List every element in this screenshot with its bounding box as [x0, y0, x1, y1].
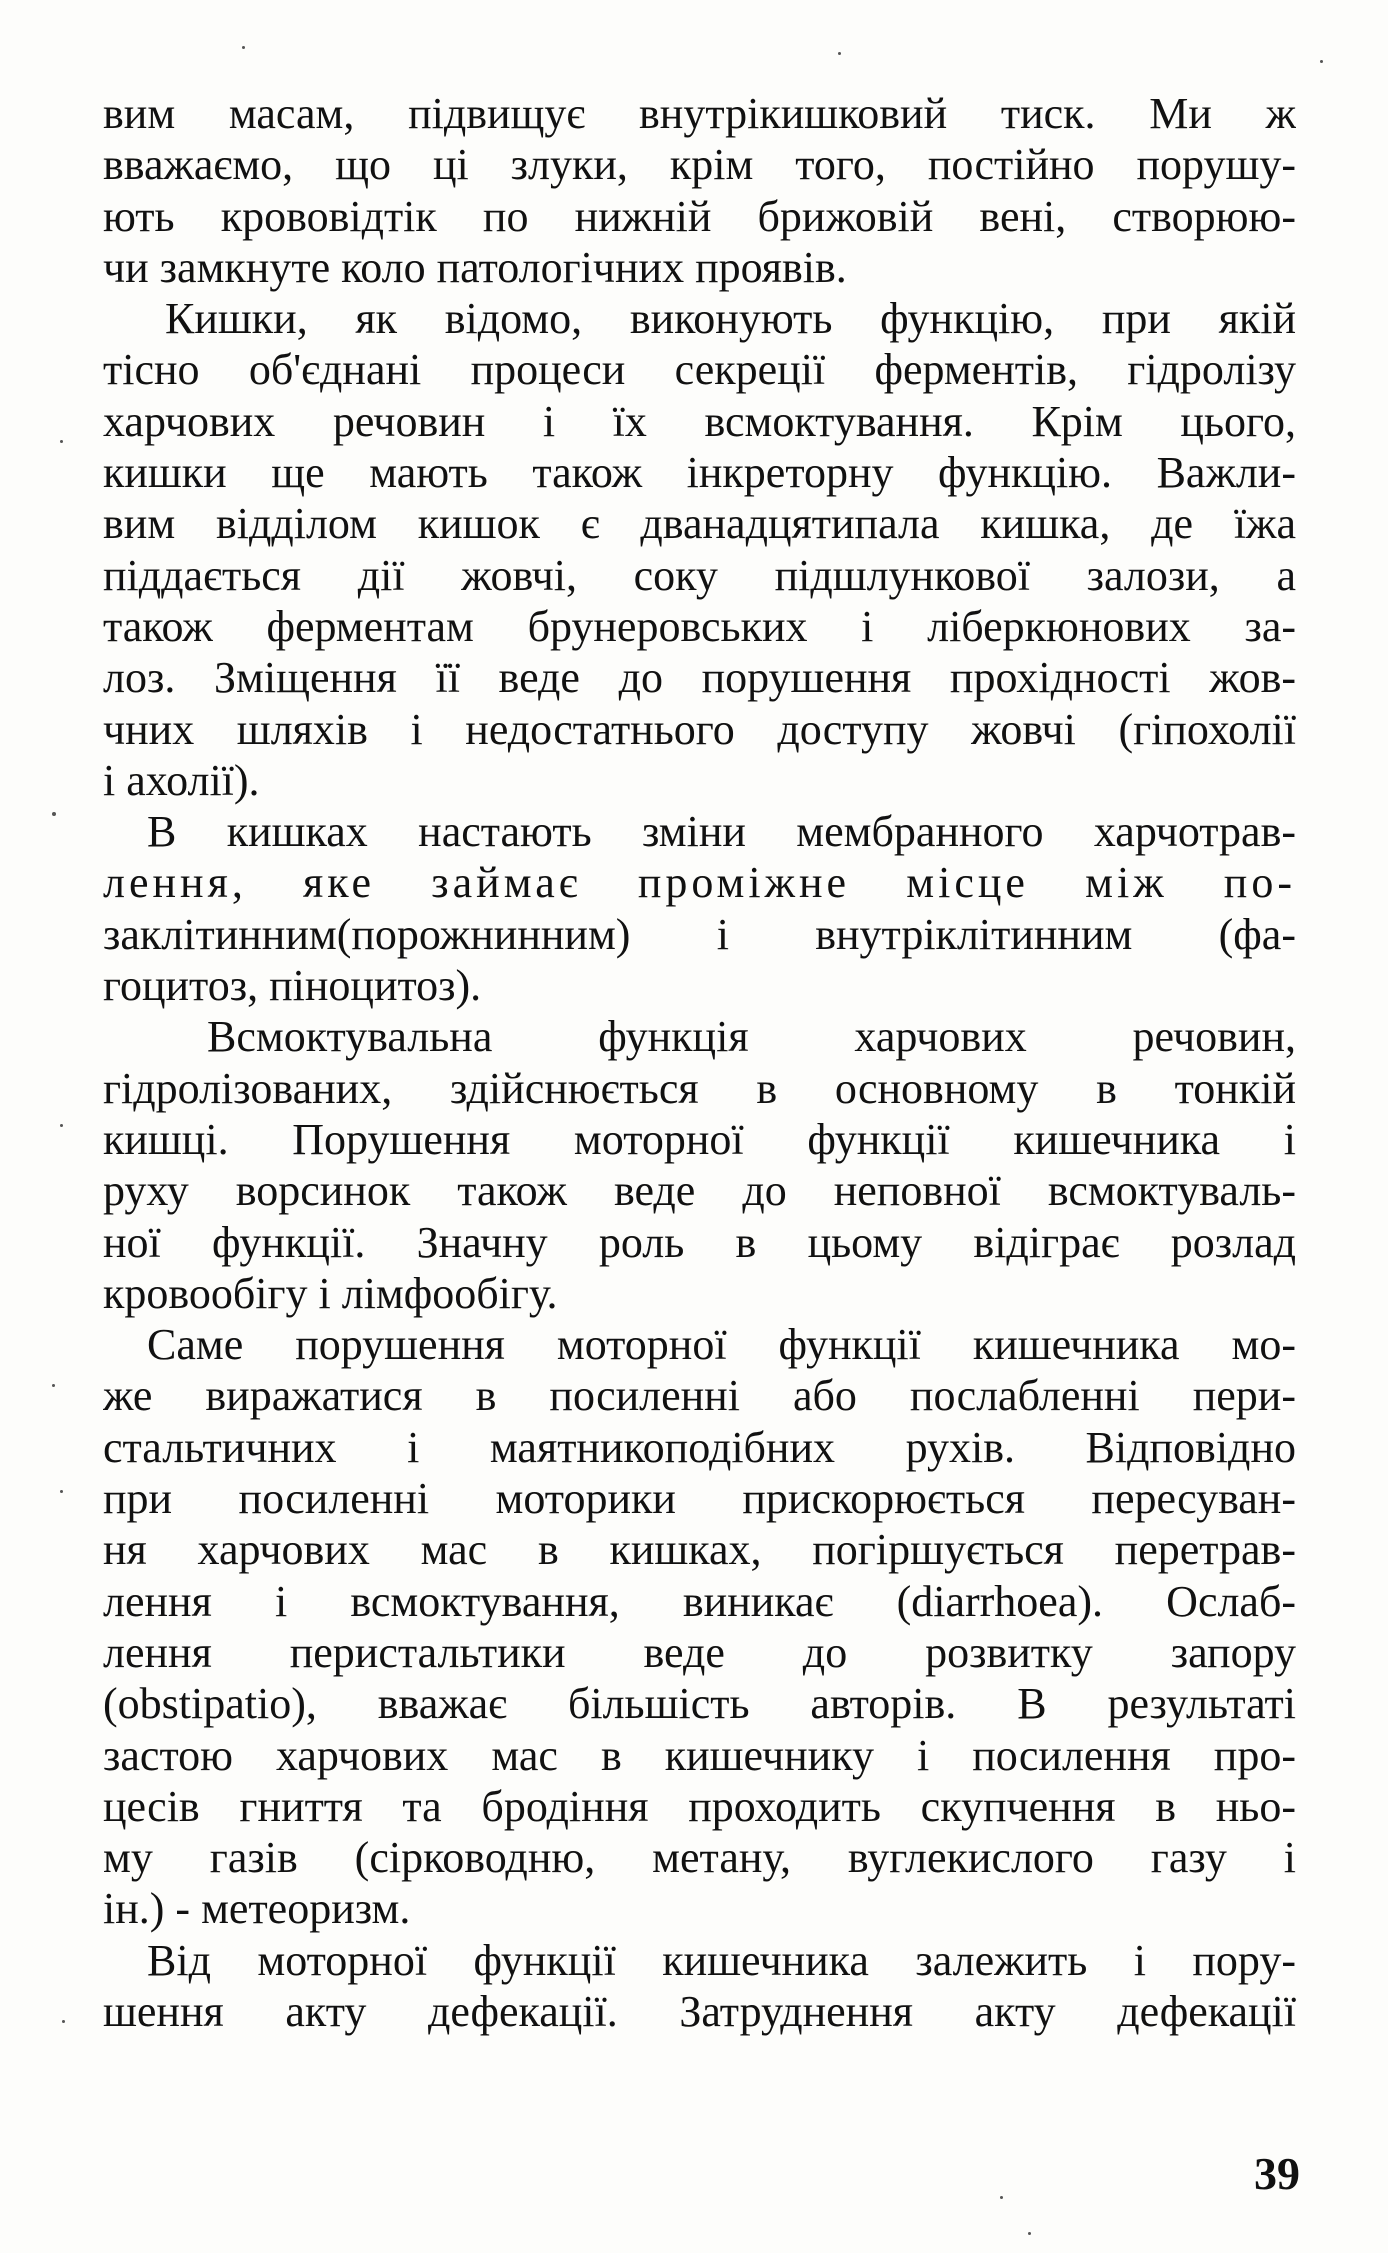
scan-speck: [62, 2020, 65, 2023]
scan-speck: [1000, 2196, 1003, 2199]
text-line: (obstipatio), вважає більшість авторів. В результаті: [103, 1679, 1296, 1729]
text-line: шення акту дефекації. Затруднення акту дефекації: [103, 1986, 1296, 2036]
text-line: тісно об'єднані процеси секреції ферментів, гідролізу: [103, 345, 1296, 395]
text-line: при посиленні моторики прискорюється пересуван-: [103, 1474, 1296, 1524]
text-line: харчових речовин і їх всмоктування. Крім цього,: [103, 396, 1296, 446]
text-line: кишки ще мають також інкреторну функцію. Важли-: [103, 448, 1296, 498]
text-line: і ахолії).: [103, 755, 260, 805]
text-line: кровообігу і лімфообігу.: [103, 1268, 558, 1318]
text-line: лоз. Зміщення її веде до порушення прохідності жов-: [103, 653, 1296, 703]
scan-speck: [1320, 60, 1323, 63]
text-line: ють крововідтік по нижній брижовій вені, створюю-: [103, 191, 1296, 241]
scan-speck: [1028, 2232, 1031, 2235]
text-line: гоцитоз, піноцитоз).: [103, 961, 482, 1011]
scan-speck: [52, 812, 56, 816]
paragraph-first-line: Від моторної функції кишечника залежить і пору-: [147, 1935, 1296, 1985]
text-line: піддається дії жовчі, соку підшлункової залози, а: [103, 550, 1296, 600]
text-line: лення, яке займає проміжне місце між по-: [103, 858, 1296, 908]
text-line: застою харчових мас в кишечнику і посилення про-: [103, 1730, 1296, 1780]
text-line: му газів (сірководню, метану, вуглекислого газу і: [103, 1833, 1296, 1883]
scan-speck: [838, 52, 841, 55]
text-line: лення перистальтики веде до розвитку запору: [103, 1627, 1296, 1677]
text-line: стальтичних і маятникоподібних рухів. Відповідно: [103, 1422, 1296, 1472]
text-line: чи замкнуте коло патологічних проявів.: [103, 242, 847, 292]
scan-speck: [60, 440, 63, 443]
text-line: чних шляхів і недостатнього доступу жовчі (гіпохолії: [103, 704, 1296, 754]
paragraph-first-line: В кишках настають зміни мембранного харчотрав-: [147, 807, 1296, 857]
text-line: лення і всмоктування, виникає (diarrhoea). Ослаб-: [103, 1576, 1296, 1626]
scan-speck: [52, 1384, 55, 1387]
text-line: руху ворсинок також веде до неповної всмоктуваль-: [103, 1166, 1296, 1216]
text-line: також ферментам брунеровських і ліберкюнових за-: [103, 601, 1296, 651]
body-text: [103, 88, 1296, 2037]
text-line: ін.) - метеоризм.: [103, 1884, 411, 1934]
text-line: ня харчових мас в кишках, погіршується перетрав-: [103, 1525, 1296, 1575]
text-line: гідролізованих, здійснюється в основному в тонкій: [103, 1063, 1296, 1113]
text-line: цесів гниття та бродіння проходить скупчення в ньо-: [103, 1781, 1296, 1831]
scan-speck: [60, 1490, 63, 1493]
scan-speck: [242, 46, 245, 49]
scan-speck: [60, 1124, 63, 1127]
text-line: вим відділом кишок є дванадцятипала кишка, де їжа: [103, 499, 1296, 549]
paragraph-first-line: Всмоктувальна функція харчових речовин,: [207, 1012, 1296, 1062]
text-line: же виражатися в посиленні або послабленні пери-: [103, 1371, 1296, 1421]
page-number: 39: [1254, 2148, 1300, 2199]
text-line: вим масам, підвищує внутрікишковий тиск. Ми ж: [103, 89, 1296, 138]
paragraph-first-line: Саме порушення моторної функції кишечника мо-: [147, 1320, 1296, 1370]
text-line: вважаємо, що ці злуки, крім того, постійно порушу-: [103, 140, 1296, 190]
text-line: кишці. Порушення моторної функції кишечника і: [103, 1114, 1296, 1164]
text-line: ної функції. Значну роль в цьому відіграє розлад: [103, 1217, 1296, 1267]
text-line: заклітинним(порожнинним) і внутріклітинним (фа-: [103, 909, 1296, 959]
paragraph-first-line: Кишки, як відомо, виконують функцію, при якій: [165, 294, 1296, 344]
